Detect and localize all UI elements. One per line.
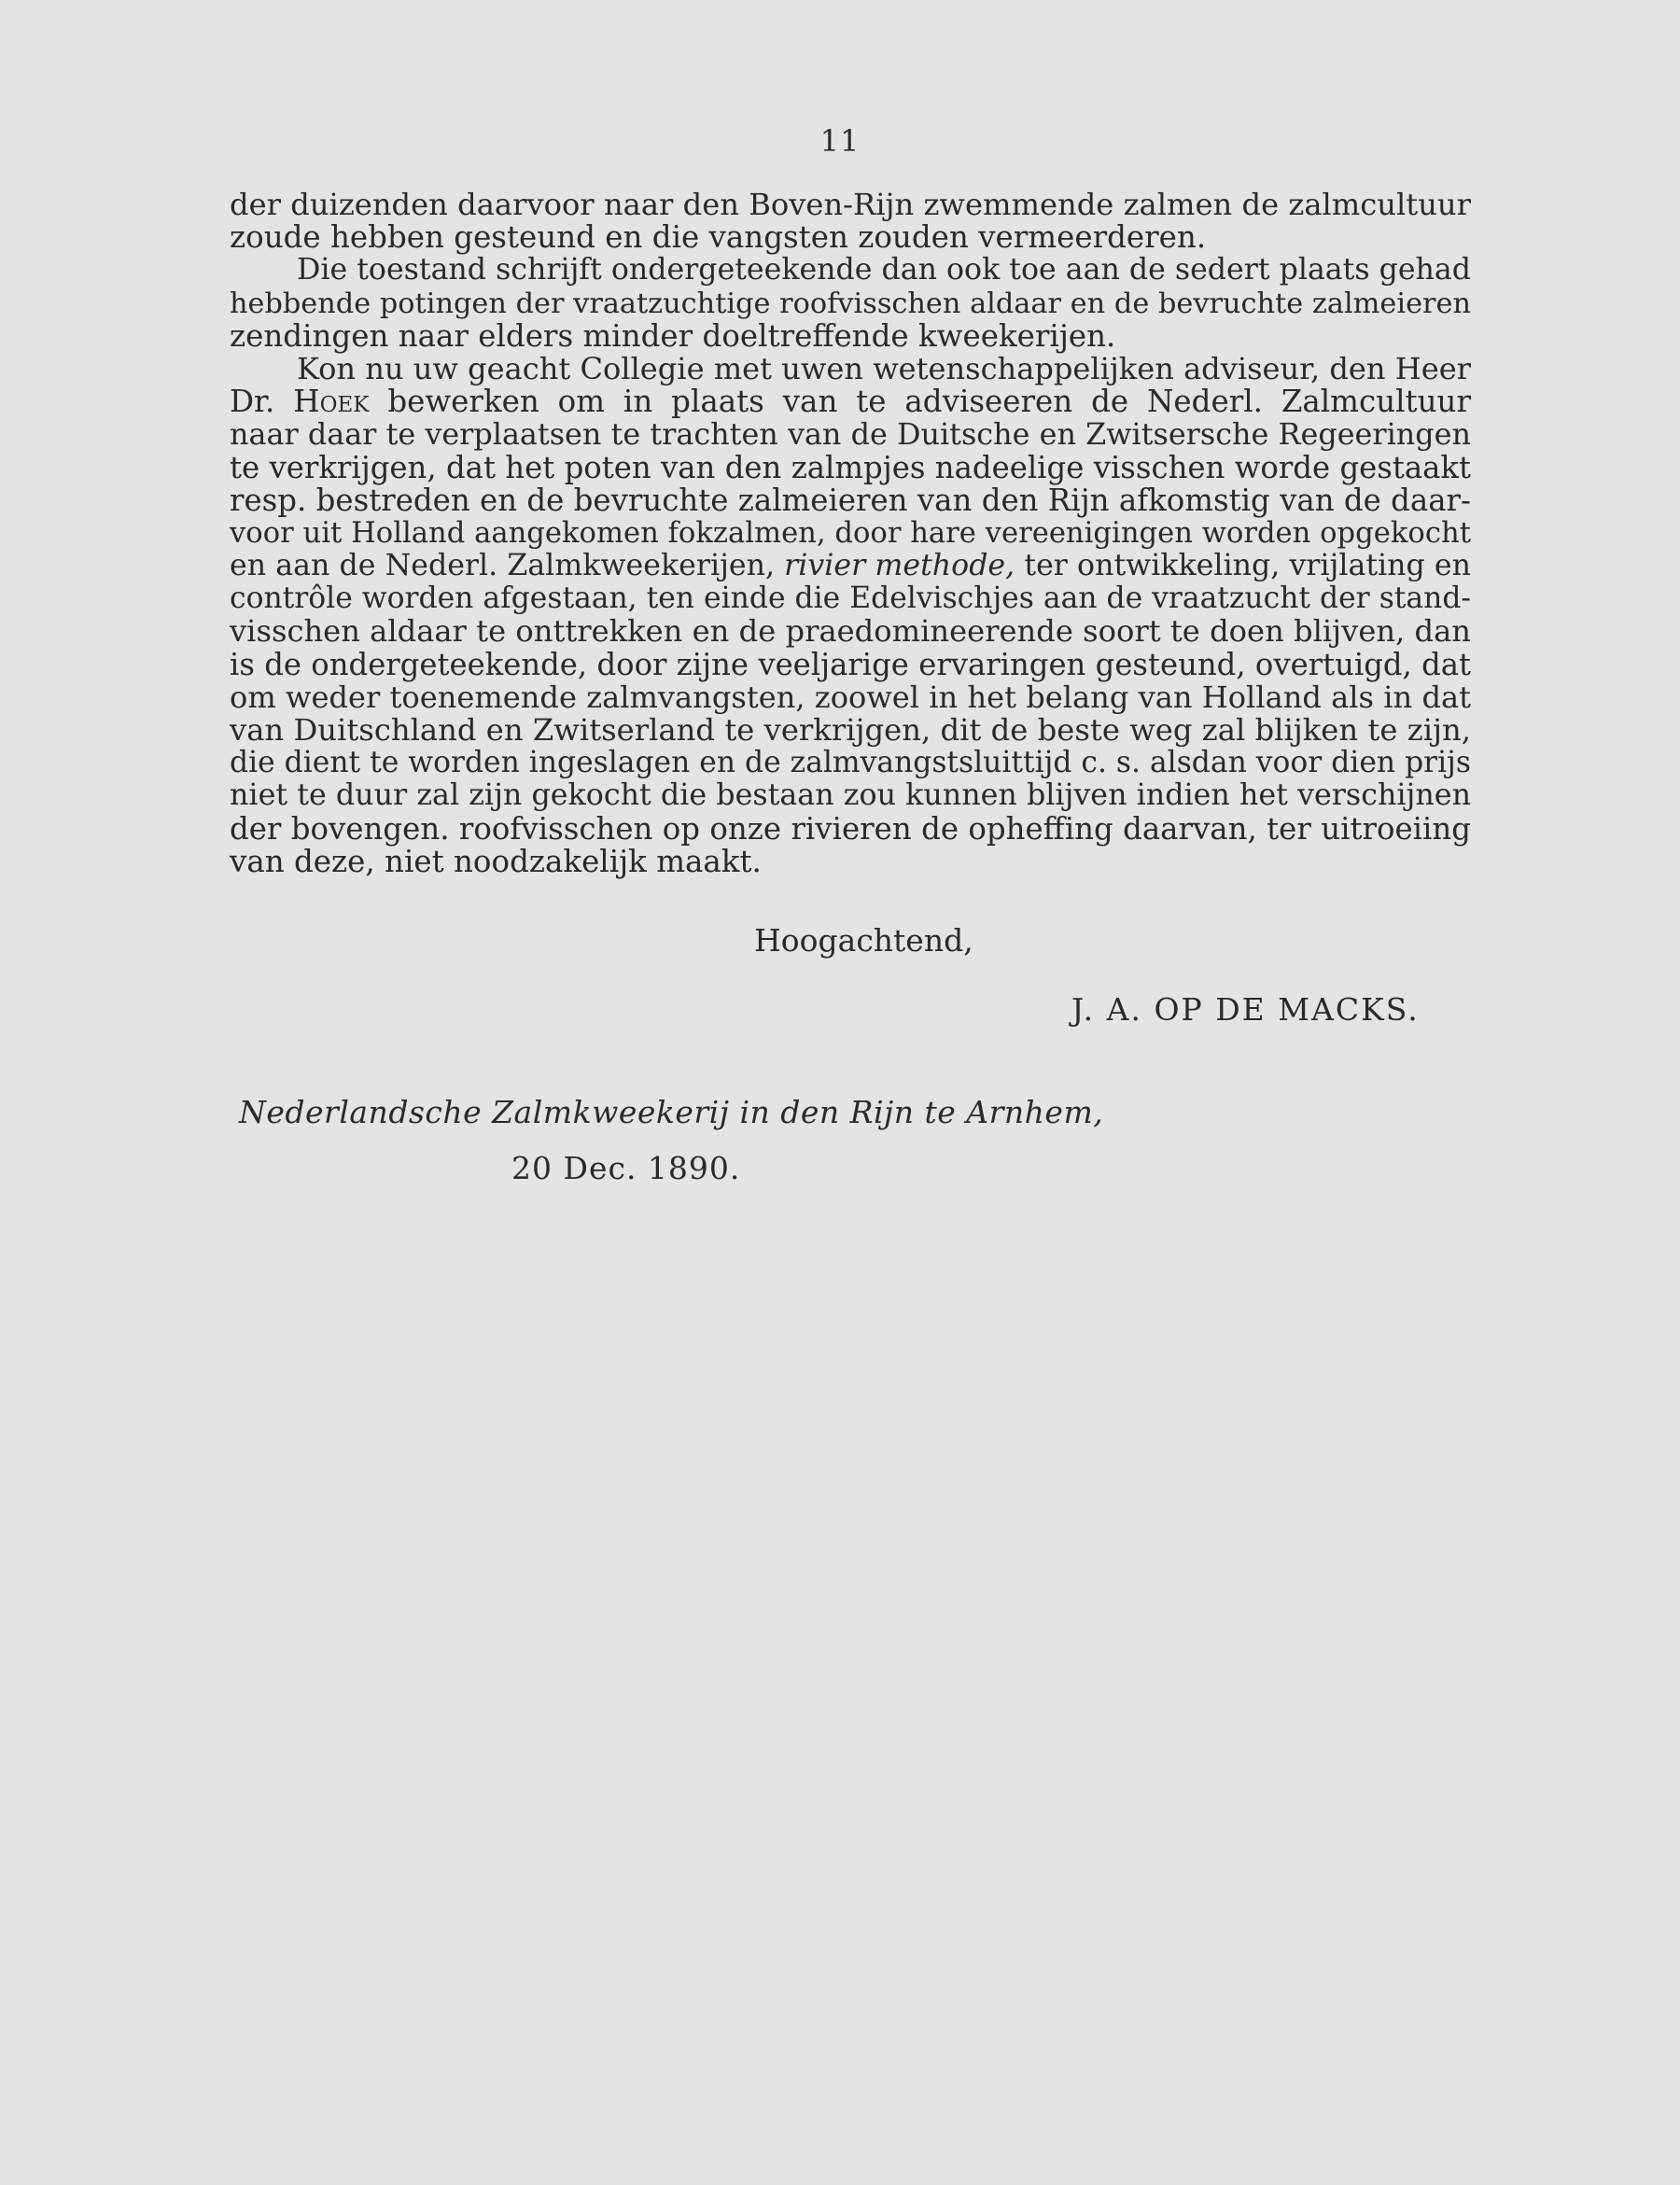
text-fragment: en aan de Nederl. Zalmkweekerijen,	[230, 549, 776, 583]
text-line: niet te duur zal zijn gekocht die bestaan zou kunnen blijven indien het verschijnen	[230, 778, 1471, 813]
text-line: Die toestand schrijft ondergeteekende dan ook toe aan de sedert plaats gehad	[297, 253, 1471, 287]
text-line: Kon nu uw geacht Collegie met uwen wetenschappelijken adviseur, den Heer	[297, 350, 1471, 386]
closing-salutation: Hoogachtend,	[754, 922, 973, 959]
text-line: van deze, niet noodzakelijk maakt.	[230, 843, 762, 879]
text-line: contrôle worden afgestaan, ten einde die Edelvischjes aan de vraatzucht der stand-	[230, 581, 1471, 616]
author-name-smallcaps: Hoek	[293, 384, 370, 420]
text-line: visschen aldaar te onttrekken en de praedomineerende soort te doen blijven, dan	[230, 613, 1471, 650]
text-line: voor uit Holland aangekomen fokzalmen, door hare vereenigingen worden opgekocht	[230, 516, 1471, 550]
text-fragment: bewerken om in plaats van te adviseeren de Nederl. Zalmcultuur	[387, 384, 1471, 420]
text-line: zendingen naar elders minder doeltreffende kweekerijen.	[230, 317, 1116, 354]
text-line: te verkrijgen, dat het poten van den zalmpjes nadeelige visschen worde gestaakt	[230, 449, 1471, 485]
text-line: is de ondergeteekende, door zijne veeljarige ervaringen gesteund, overtuigd, dat	[230, 646, 1471, 682]
text-line-mixed	[230, 385, 1471, 418]
signature: J. A. OP DE MACKS.	[1071, 991, 1420, 1028]
text-line: zoude hebben gesteund en die vangsten zouden vermeerderen.	[230, 219, 1207, 256]
text-line: resp. bestreden en de bevruchte zalmeieren van den Rijn afkomstig van de daar-	[230, 482, 1471, 518]
text-line: om weder toenemende zalmvangsten, zoowel in het belang van Holland als in dat	[230, 679, 1471, 715]
text-line: naar daar te verplaatsen te trachten van de Duitsche en Zwitsersche Regeeringen	[230, 416, 1471, 453]
letter-date: 20 Dec. 1890.	[511, 1150, 741, 1186]
text-line: die dient te worden ingeslagen en de zalmvangstsluittijd c. s. alsdan voor dien prijs	[230, 746, 1471, 780]
italic-phrase: rivier methode,	[784, 549, 1015, 583]
letter-body	[230, 189, 1471, 878]
text-fragment: Dr.	[230, 384, 275, 420]
sender-location: Nederlandsche Zalmkweekerij in den Rijn te Arnhem,	[239, 1094, 1104, 1130]
text-line: der duizenden daarvoor naar den Boven-Rijn zwemmende zalmen de zalmcultuur	[230, 187, 1471, 222]
text-fragment: ter ontwikkeling, vrijlating en	[1024, 549, 1471, 583]
text-line: van Duitschland en Zwitserland te verkrijgen, dit de beste weg zal blijken te zijn,	[230, 712, 1471, 748]
page-number: 11	[819, 123, 861, 159]
text-line: hebbende potingen der vraatzuchtige roofvisschen aldaar en de bevruchte zalmeieren	[230, 287, 1471, 320]
text-line: der bovengen. roofvisschen op onze rivieren de opheffing daarvan, ter uitroeiing	[230, 810, 1471, 847]
text-line-mixed	[230, 550, 1471, 582]
